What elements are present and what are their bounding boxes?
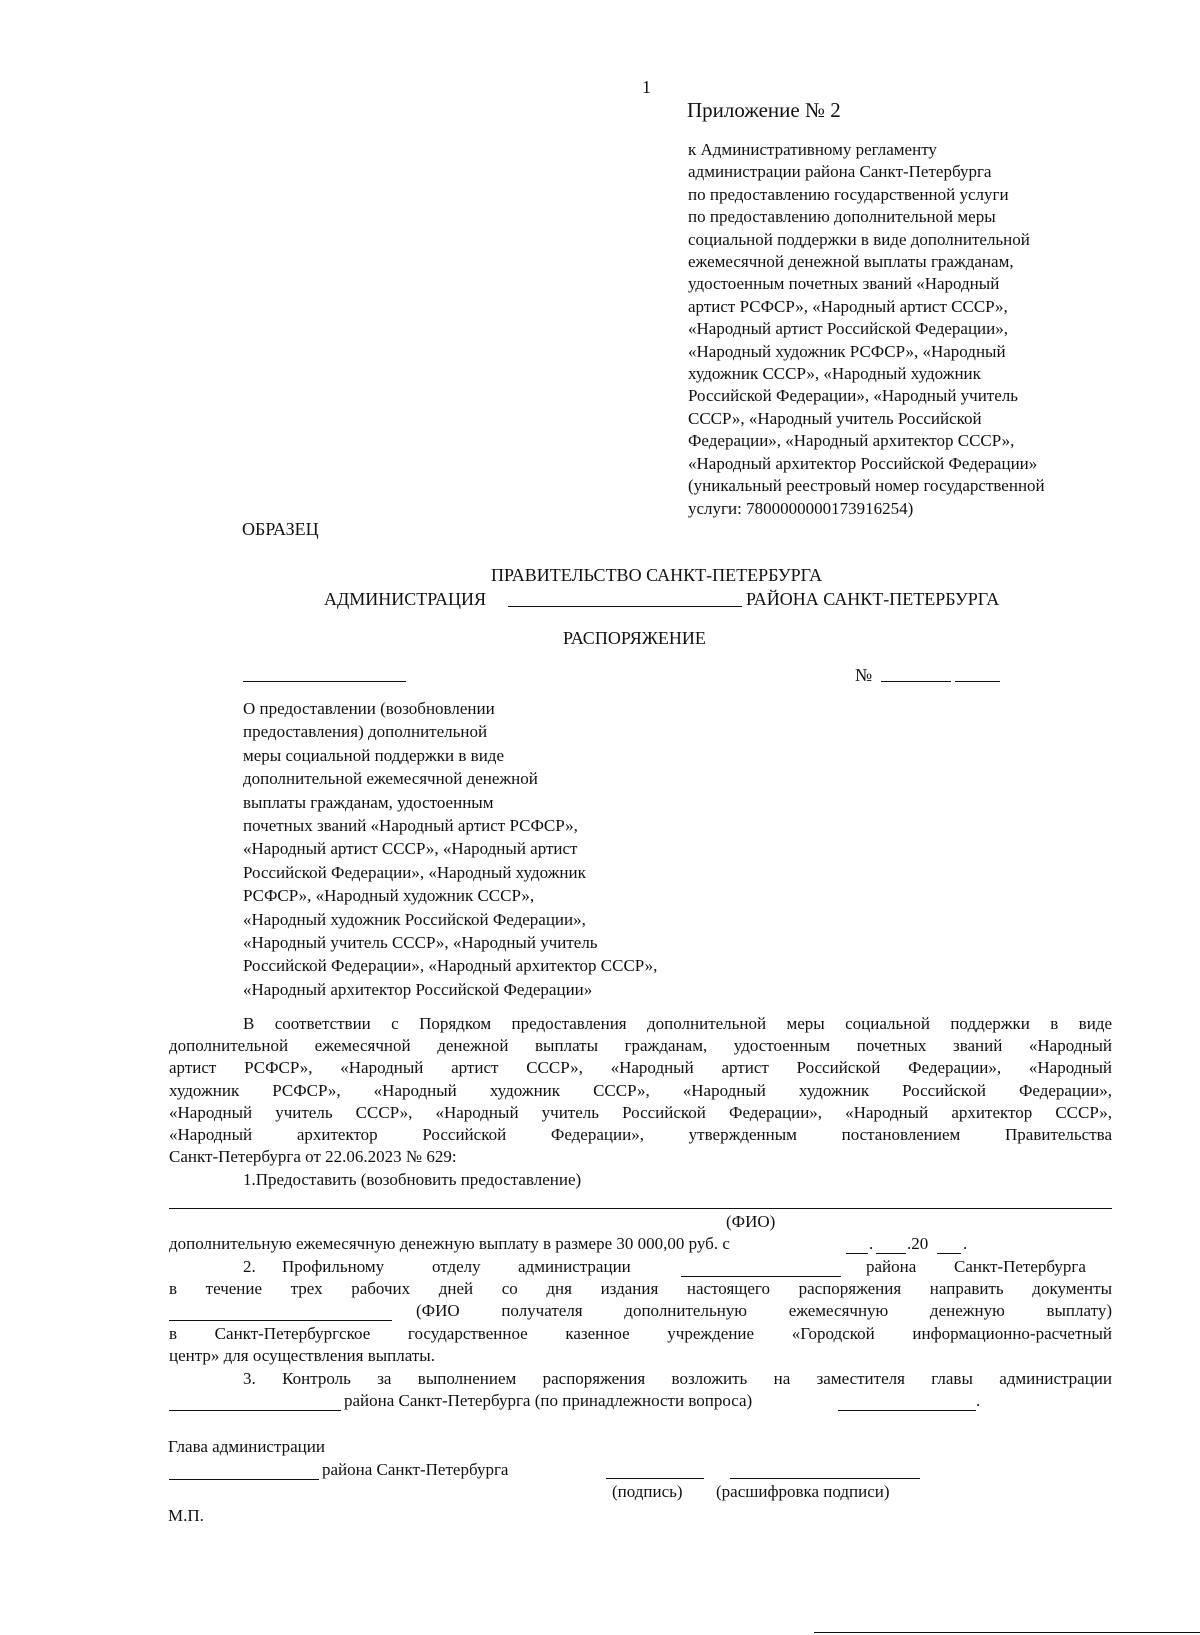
fio-caption: (ФИО) <box>726 1212 776 1231</box>
appendix-line: Федерации», «Народный архитектор СССР», <box>688 431 1015 451</box>
date-end: . <box>963 1234 968 1253</box>
appendix-line: социальной поддержки в виде дополнительной <box>688 229 1030 249</box>
payment-text: дополнительную ежемесячную денежную выплату в размере 30 000,00 руб. с <box>169 1234 730 1253</box>
item2-word: администрации <box>518 1257 631 1276</box>
preamble-line: дополнительной ежемесячной денежной выплаты гражданам, удостоенным почетных званий «Народный <box>169 1036 1112 1055</box>
government-title: ПРАВИТЕЛЬСТВО САНКТ-ПЕТЕРБУРГА <box>491 565 823 585</box>
item2-word: Профильному <box>282 1257 385 1276</box>
signature-head-title: Глава администрации <box>168 1437 325 1456</box>
start-day-blank[interactable] <box>846 1253 868 1254</box>
order-date-blank[interactable] <box>243 681 406 682</box>
date-dot: . <box>869 1234 874 1253</box>
order-heading-line: предоставления) дополнительной <box>243 722 488 742</box>
appendix-title: Приложение № 2 <box>687 98 841 122</box>
order-heading-line: «Народный учитель СССР», «Народный учитель <box>243 933 598 953</box>
deputy-name-blank[interactable] <box>838 1410 976 1411</box>
order-number-label: № <box>855 665 873 685</box>
signature-decoding-blank[interactable] <box>730 1478 920 1479</box>
item2-word: района <box>866 1257 917 1276</box>
decoding-caption: (расшифровка подписи) <box>716 1482 890 1501</box>
appendix-line: услуги: 7800000000173916254) <box>688 498 914 518</box>
order-heading-line: «Народный художник Российской Федерации», <box>243 909 586 929</box>
item1-text: 1.Предоставить (возобновить предоставление) <box>243 1170 582 1189</box>
order-heading-line: О предоставлении (возобновлении <box>243 699 495 718</box>
appendix-line: удостоенным почетных званий «Народный <box>688 274 1000 294</box>
sample-label: ОБРАЗЕЦ <box>242 519 319 539</box>
item3-line: 3. Контроль за выполнением распоряжения возложить на заместителя главы администрации <box>243 1369 1112 1388</box>
order-heading-line: Российской Федерации», «Народный художник <box>243 862 586 882</box>
item2-number: 2. <box>243 1257 256 1276</box>
item2-line: (ФИО получателя дополнительную ежемесячную денежную выплату) <box>416 1301 1112 1320</box>
preamble-line: «Народный учитель СССР», «Народный учитель Российской Федерации», «Народный архитектор СССР», <box>169 1103 1112 1122</box>
appendix-subtitle <box>688 139 1045 520</box>
date-year-prefix: .20 <box>907 1234 929 1253</box>
preamble-line: В соответствии с Порядком предоставления дополнительной меры социальной поддержки в виде <box>243 1014 1112 1033</box>
appendix-line: ежемесячной денежной выплаты гражданам, <box>688 252 1014 272</box>
signature-caption: (подпись) <box>612 1482 683 1501</box>
order-title: РАСПОРЯЖЕНИЕ <box>563 628 706 648</box>
appendix-line: Российской Федерации», «Народный учитель <box>688 386 1019 406</box>
order-heading <box>243 697 657 1001</box>
preamble-line: Санкт-Петербурга от 22.06.2023 № 629: <box>169 1147 457 1166</box>
item2-line: в течение трех рабочих дней со дня издания настоящего распоряжения направить документы <box>169 1279 1112 1298</box>
order-heading-line: почетных званий «Народный артист РСФСР», <box>243 816 578 836</box>
deputy-district-blank[interactable] <box>169 1410 341 1411</box>
signature-head-district: района Санкт-Петербурга <box>322 1460 509 1479</box>
district-name-blank[interactable] <box>508 606 742 607</box>
item3-line-end: . <box>976 1391 981 1410</box>
preamble-line: артист РСФСР», «Народный артист СССР», «Народный артист Российской Федерации», «Народный <box>169 1058 1112 1077</box>
appendix-line: художник СССР», «Народный художник <box>688 364 981 384</box>
order-heading-line: выплаты гражданам, удостоенным <box>243 792 494 812</box>
appendix-line: «Народный художник РСФСР», «Народный <box>688 341 1006 361</box>
order-heading-line: дополнительной ежемесячной денежной <box>243 769 538 789</box>
order-number-blank[interactable] <box>881 681 951 682</box>
order-heading-line: «Народный архитектор Российской Федерации» <box>243 979 593 999</box>
item2-word: Санкт-Петербурга <box>954 1257 1086 1276</box>
signature-district-blank[interactable] <box>169 1479 319 1480</box>
item2-word: отделу <box>432 1257 481 1276</box>
page-number: 1 <box>642 77 651 97</box>
appendix-line: «Народный архитектор Российской Федерации» <box>688 453 1038 473</box>
order-number-suffix-blank[interactable] <box>955 681 1000 682</box>
signature-blank[interactable] <box>606 1478 704 1479</box>
recipient-fio-blank-2[interactable] <box>169 1320 392 1321</box>
item2-line: центр» для осуществления выплаты. <box>169 1346 435 1365</box>
order-heading-line: РСФСР», «Народный художник СССР», <box>243 886 535 906</box>
item3-line: района Санкт-Петербурга (по принадлежности вопроса) <box>344 1391 753 1410</box>
seal-place: М.П. <box>168 1506 204 1525</box>
item2-line: в Санкт-Петербургское государственное казенное учреждение «Городской информационно-расчетный <box>169 1324 1112 1343</box>
appendix-line: «Народный артист Российской Федерации», <box>688 319 1008 339</box>
recipient-fio-blank[interactable] <box>169 1208 1112 1209</box>
administration-word: АДМИНИСТРАЦИЯ <box>324 589 486 609</box>
district-suffix: РАЙОНА САНКТ-ПЕТЕРБУРГА <box>746 589 1000 609</box>
start-year-blank[interactable] <box>937 1253 961 1254</box>
appendix-line: артист РСФСР», «Народный артист СССР», <box>688 296 1008 316</box>
appendix-line: к Административному регламенту <box>688 140 937 159</box>
appendix-line: по предоставлению дополнительной меры <box>688 207 996 227</box>
department-blank[interactable] <box>681 1276 841 1277</box>
order-heading-line: Российской Федерации», «Народный архитектор СССР», <box>243 956 658 976</box>
preamble-line: художник РСФСР», «Народный художник СССР», «Народный художник Российской Федерации», <box>169 1081 1112 1100</box>
footer-rule <box>814 1632 1200 1633</box>
appendix-line: (уникальный реестровый номер государственной <box>688 476 1045 496</box>
appendix-line: СССР», «Народный учитель Российской <box>688 408 982 428</box>
order-heading-line: меры социальной поддержки в виде <box>243 745 504 765</box>
preamble-line: «Народный архитектор Российской Федерации», утвержденным постановлением Правительства <box>169 1125 1112 1144</box>
order-heading-line: «Народный артист СССР», «Народный артист <box>243 839 578 859</box>
appendix-line: администрации района Санкт-Петербурга <box>688 162 992 182</box>
start-month-blank[interactable] <box>876 1253 906 1254</box>
appendix-line: по предоставлению государственной услуги <box>688 184 1009 204</box>
